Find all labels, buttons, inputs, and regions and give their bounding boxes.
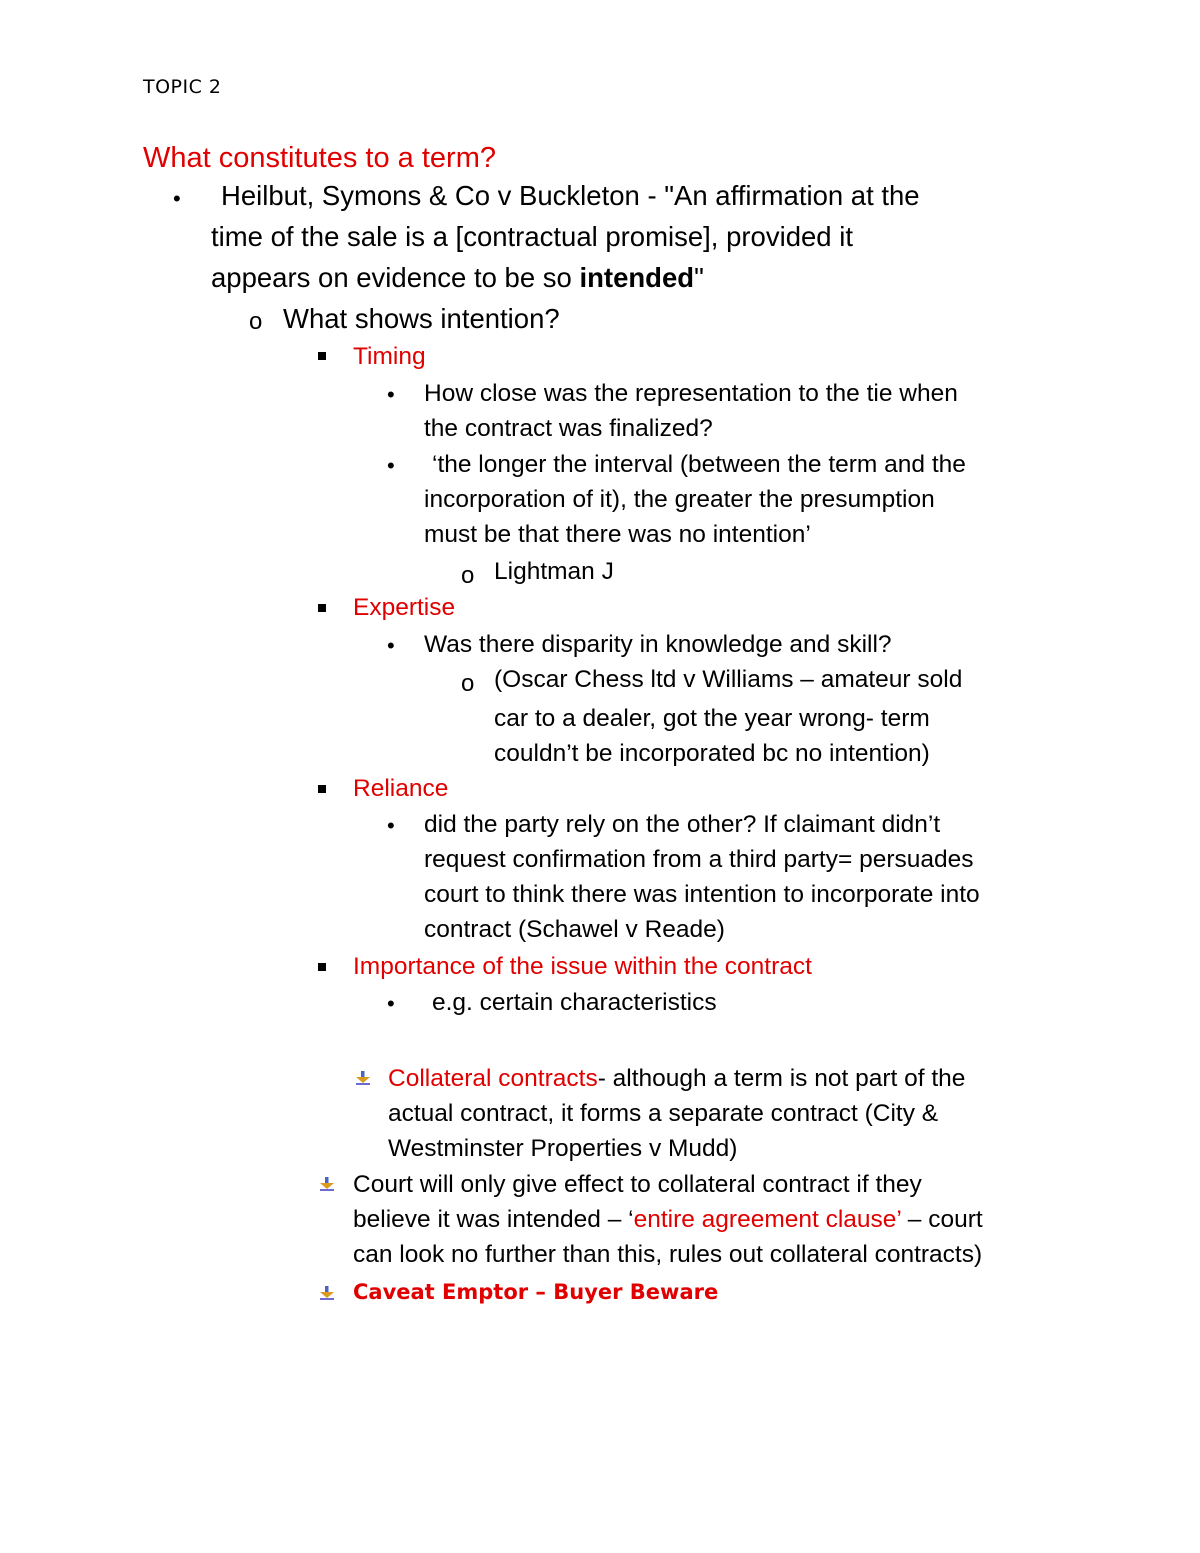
timing-b1-line-2: the contract was finalized?: [424, 415, 713, 442]
importance-heading: Importance of the issue within the contract: [353, 953, 812, 980]
heilbut-line-2: time of the sale is a [contractual promise], provided it: [211, 221, 853, 252]
bullet-dot-icon: •: [387, 991, 395, 1016]
court-line-3: can look no further than this, rules out collateral contracts): [353, 1241, 983, 1268]
lightman-j: Lightman J: [494, 558, 614, 585]
timing-b2-line-1: ‘the longer the interval (between the term and the: [432, 451, 966, 478]
what-shows-intention: What shows intention?: [283, 303, 560, 334]
court-line-1: Court will only give effect to collateral contract if they: [353, 1171, 922, 1198]
heilbut-line-3: appears on evidence to be so intended": [211, 262, 704, 293]
circle-bullet-icon: o: [461, 562, 475, 589]
timing-b1-line-1: How close was the representation to the tie when: [424, 380, 958, 407]
collateral-line-1: Collateral contracts- although a term is not part of the: [388, 1065, 966, 1092]
page-title: What constitutes to a term?: [143, 142, 496, 174]
court-line-2: believe it was intended – ‘entire agreement clause’ – court: [353, 1206, 983, 1233]
collateral-line-3: Westminster Properties v Mudd): [388, 1135, 738, 1162]
square-bullet-icon: [318, 352, 326, 360]
arrow-bullet-icon: [318, 1176, 336, 1192]
reliance-line-2: request confirmation from a third party= persuades: [424, 846, 974, 873]
expertise-sub-line-3: couldn’t be incorporated bc no intention): [494, 740, 930, 767]
arrow-bullet-icon: [318, 1285, 336, 1301]
reliance-line-3: court to think there was intention to incorporate into: [424, 881, 980, 908]
timing-b2-line-2: incorporation of it), the greater the presumption: [424, 486, 935, 513]
bullet-dot-icon: •: [387, 633, 395, 658]
expertise-heading: Expertise: [353, 594, 456, 621]
square-bullet-icon: [318, 963, 326, 971]
caveat-emptor: Caveat Emptor – Buyer Beware: [353, 1280, 719, 1304]
circle-bullet-icon: o: [461, 670, 475, 697]
expertise-sub-line-2: car to a dealer, got the year wrong- term: [494, 705, 930, 732]
bullet-dot-icon: •: [387, 382, 395, 407]
reliance-line-1: did the party rely on the other? If claimant didn’t: [424, 811, 941, 838]
circle-bullet-icon: o: [249, 308, 263, 335]
collateral-line-2: actual contract, it forms a separate contract (City &: [388, 1100, 939, 1127]
arrow-bullet-icon: [354, 1070, 372, 1086]
bullet-dot-icon: •: [173, 186, 181, 211]
bullet-dot-icon: •: [387, 813, 395, 838]
heilbut-line-1: Heilbut, Symons & Co v Buckleton - "An affirmation at the: [221, 180, 920, 211]
expertise-sub-line-1: (Oscar Chess ltd v Williams – amateur sold: [494, 666, 963, 693]
topic-header: TOPIC 2: [143, 76, 222, 98]
expertise-b1: Was there disparity in knowledge and skill?: [424, 631, 892, 658]
reliance-heading: Reliance: [353, 775, 449, 802]
importance-b1: e.g. certain characteristics: [432, 989, 717, 1016]
bullet-dot-icon: •: [387, 453, 395, 478]
timing-b2-line-3: must be that there was no intention’: [424, 521, 811, 548]
square-bullet-icon: [318, 604, 326, 612]
square-bullet-icon: [318, 785, 326, 793]
timing-heading: Timing: [353, 343, 426, 370]
reliance-line-4: contract (Schawel v Reade): [424, 916, 725, 943]
